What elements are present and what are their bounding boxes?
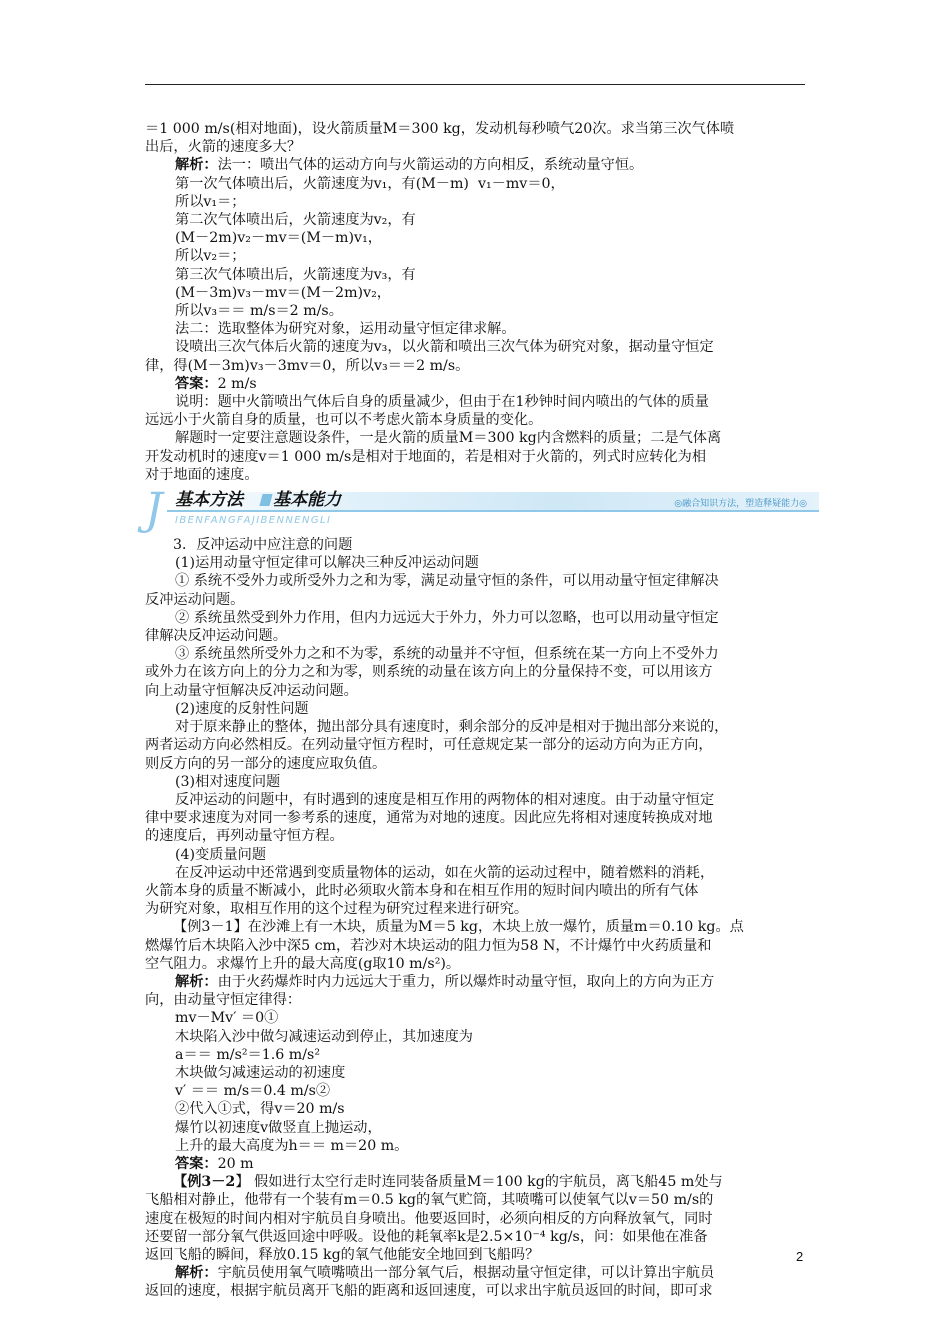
text-line bbox=[145, 320, 813, 338]
line-text: 返回的速度，根据宇航员离开飞船的距离和返回速度，可以求出宇航员返回的时间，即可求 bbox=[145, 1283, 713, 1300]
line-text: 20 m bbox=[217, 1155, 254, 1172]
line-text: 反冲运动问题。 bbox=[145, 591, 245, 608]
text-line bbox=[145, 755, 813, 773]
text-line bbox=[145, 718, 813, 736]
text-line bbox=[145, 1137, 813, 1155]
line-text: 返回飞船的瞬间，释放0.15 kg的氧气他能安全地回到飞船吗？ bbox=[145, 1246, 540, 1263]
text-line bbox=[145, 918, 813, 936]
line-text: 爆竹以初速度v做竖直上抛运动， bbox=[175, 1119, 382, 1136]
line-text: 木块陷入沙中做匀减速运动到停止，其加速度为 bbox=[175, 1028, 473, 1045]
line-text: (3)相对速度问题 bbox=[175, 773, 281, 790]
text-line bbox=[145, 411, 813, 429]
text-line bbox=[145, 1119, 813, 1137]
text-line bbox=[145, 156, 813, 174]
line-text: 设喷出三次气体后火箭的速度为v₃，以火箭和喷出三次气体为研究对象，据动量守恒定 bbox=[175, 339, 714, 356]
line-text: (2)速度的反射性问题 bbox=[175, 700, 309, 717]
line-lead-label: 答案： bbox=[175, 1155, 218, 1172]
line-text: 向，由动量守恒定律得： bbox=[145, 992, 302, 1009]
text-line bbox=[145, 1028, 813, 1046]
line-text: 对于原来静止的整体，抛出部分具有速度时，剩余部分的反冲是相对于抛出部分来说的， bbox=[175, 719, 729, 736]
text-line bbox=[145, 338, 813, 356]
line-text: 向上动量守恒解决反冲运动问题。 bbox=[145, 682, 358, 699]
line-text: 由于火药爆炸时内力远远大于重力，所以爆炸时动量守恒，取向上的方向为正方 bbox=[217, 973, 715, 990]
text-line bbox=[145, 900, 813, 918]
text-line bbox=[145, 229, 813, 247]
line-text: 火箭本身的质量不断减小，此时必须取火箭本身和在相互作用的短时间内喷出的所有气体 bbox=[145, 882, 699, 899]
line-lead-label: 解析： bbox=[175, 157, 218, 174]
text-line bbox=[145, 645, 813, 663]
text-line bbox=[145, 284, 813, 302]
line-text: 飞船相对静止，他带有一个装有m＝0.5 kg的氧气贮筒，其喷嘴可以使氧气以v＝50 m/s的 bbox=[145, 1192, 714, 1209]
line-text: 2 m/s bbox=[217, 375, 257, 392]
line-text: 木块做匀减速运动的初速度 bbox=[175, 1064, 346, 1081]
line-text: 律解决反冲运动问题。 bbox=[145, 628, 287, 645]
line-text: ＝1 000 m/s(相对地面)，设火箭质量M＝300 kg，发动机每秒喷气20次。求当第三次气体喷 bbox=[145, 121, 735, 137]
line-text: 律中要求速度为对同一参考系的速度，通常为对地的速度。因此应先将相对速度转换成对地 bbox=[145, 810, 713, 827]
line-text: 出后，火箭的速度多大？ bbox=[145, 139, 302, 156]
line-text: 对于地面的速度。 bbox=[145, 466, 259, 483]
document-body bbox=[145, 120, 813, 1301]
banner-note: ◎融合知识方法，塑造释疑能力◎ bbox=[674, 499, 807, 510]
text-line bbox=[145, 357, 813, 375]
line-text: (4)变质量问题 bbox=[175, 846, 267, 863]
text-line bbox=[145, 448, 813, 466]
text-line bbox=[145, 1282, 813, 1300]
text-line bbox=[145, 1246, 813, 1264]
line-text: a＝＝ m/s²＝1.6 m/s² bbox=[175, 1046, 321, 1063]
line-text: 的速度后，再列动量守恒方程。 bbox=[145, 828, 344, 845]
line-text: 法二：选取整体为研究对象，运用动量守恒定律求解。 bbox=[175, 321, 516, 338]
line-text: 在反冲运动中还常遇到变质量物体的运动，如在火箭的运动过程中，随着燃料的消耗， bbox=[175, 864, 715, 881]
line-text: 所以v₂＝； bbox=[175, 248, 246, 265]
line-text: 则反方向的另一部分的速度应取负值。 bbox=[145, 755, 387, 772]
text-line bbox=[145, 627, 813, 645]
text-line bbox=[145, 247, 813, 265]
text-line bbox=[145, 1228, 813, 1246]
text-line bbox=[145, 864, 813, 882]
text-line bbox=[145, 302, 813, 320]
line-text: 第一次气体喷出后，火箭速度为v₁，有(M－m) v₁－mv＝0， bbox=[175, 175, 565, 192]
text-line bbox=[145, 120, 813, 138]
line-text: 所以v₃＝＝ m/s＝2 m/s。 bbox=[175, 303, 343, 320]
banner-title-left: 基本方法 bbox=[175, 490, 243, 511]
section-banner bbox=[145, 484, 813, 536]
line-text: 还要留一部分氧气供返回途中呼吸。设他的耗氧率k是2.5×10⁻⁴ kg/s，问：如果他在准备 bbox=[145, 1228, 708, 1245]
text-line bbox=[145, 955, 813, 973]
line-text: 3．反冲运动中应注意的问题 bbox=[173, 537, 353, 554]
text-line bbox=[145, 791, 813, 809]
text-line bbox=[145, 554, 813, 572]
text-line bbox=[145, 663, 813, 681]
text-line bbox=[145, 1064, 813, 1082]
line-text: 第二次气体喷出后，火箭速度为v₂，有 bbox=[175, 212, 416, 229]
text-line bbox=[145, 1009, 813, 1027]
text-line bbox=[145, 827, 813, 845]
text-line bbox=[145, 1210, 813, 1228]
line-text: 为研究对象，取相互作用的这个过程为研究过程来进行研究。 bbox=[145, 901, 529, 918]
text-line bbox=[145, 809, 813, 827]
line-text: 法一：喷出气体的运动方向与火箭运动的方向相反，系统动量守恒。 bbox=[217, 157, 644, 174]
line-lead-label: 解析： bbox=[175, 973, 218, 990]
banner-title-right: 基本能力 bbox=[273, 490, 341, 511]
line-text: ②代入①式，得v＝20 m/s bbox=[175, 1101, 345, 1118]
text-line bbox=[145, 1155, 813, 1173]
text-line bbox=[145, 572, 813, 590]
line-text: (M－2m)v₂－mv＝(M－m)v₁， bbox=[175, 230, 382, 247]
text-line bbox=[145, 266, 813, 284]
line-lead-label: 答案： bbox=[175, 375, 218, 392]
text-line bbox=[145, 1046, 813, 1064]
line-text: 解题时一定要注意题设条件，一是火箭的质量M＝300 kg内含燃料的质量；二是气体离 bbox=[175, 430, 722, 447]
text-line bbox=[145, 193, 813, 211]
line-text: 两者运动方向必然相反。在列动量守恒方程时，可任意规定某一部分的运动方向为正方向， bbox=[145, 737, 713, 754]
line-text: 】 假如进行太空行走时连同装备质量M＝100 kg的宇航员，离飞船45 m处与 bbox=[235, 1174, 723, 1191]
text-line bbox=[145, 536, 813, 554]
text-line bbox=[145, 882, 813, 900]
line-text: ② 系统虽然受到外力作用，但内力远远大于外力，外力可以忽略，也可以用动量守恒定 bbox=[175, 609, 719, 626]
line-text: ③ 系统虽然所受外力之和不为零，系统的动量并不守恒，但系统在某一方向上不受外力 bbox=[175, 646, 719, 663]
text-line bbox=[145, 1173, 813, 1191]
line-text: 说明：题中火箭喷出气体后自身的质量减少，但由于在1秒钟时间内喷出的气体的质量 bbox=[175, 394, 709, 411]
text-line bbox=[145, 937, 813, 955]
line-lead-label: 【例3－2 bbox=[173, 1174, 236, 1191]
line-text: (1)运用动量守恒定律可以解决三种反冲运动问题 bbox=[175, 555, 479, 572]
text-line bbox=[145, 991, 813, 1009]
text-line bbox=[145, 1082, 813, 1100]
line-text: 或外力在该方向上的分力之和为零，则系统的动量在该方向上的分量保持不变，可以用该方 bbox=[145, 664, 713, 681]
line-lead-label: 解析： bbox=[175, 1265, 218, 1282]
text-line bbox=[145, 466, 813, 484]
line-text: 所以v₁＝； bbox=[175, 193, 246, 210]
text-line bbox=[145, 138, 813, 156]
line-text: 速度在极短的时间内相对宇航员自身喷出。他要返回时，必须向相反的方向释放氧气，同时 bbox=[145, 1210, 713, 1227]
line-text: ① 系统不受外力或所受外力之和为零，满足动量守恒的条件，可以用动量守恒定律解决 bbox=[175, 573, 719, 590]
line-text: 空气阻力。求爆竹上升的最大高度(g取10 m/s²)。 bbox=[145, 955, 461, 972]
text-line bbox=[145, 175, 813, 193]
line-text: (M－3m)v₃－mv＝(M－2m)v₂， bbox=[175, 284, 391, 301]
text-line bbox=[145, 773, 813, 791]
banner-logo-glyph: J bbox=[145, 484, 163, 536]
text-line bbox=[145, 375, 813, 393]
text-line bbox=[145, 682, 813, 700]
text-line bbox=[145, 736, 813, 754]
line-text: 上升的最大高度为h＝＝ m＝20 m。 bbox=[175, 1137, 409, 1154]
line-text: mv－Mv′ ＝0① bbox=[175, 1010, 279, 1027]
line-text: 第三次气体喷出后，火箭速度为v₃，有 bbox=[175, 266, 416, 283]
text-line bbox=[145, 591, 813, 609]
text-line bbox=[145, 1100, 813, 1118]
text-line bbox=[145, 211, 813, 229]
text-line bbox=[145, 700, 813, 718]
line-text: 远远小于火箭自身的质量，也可以不考虑火箭本身质量的变化。 bbox=[145, 412, 543, 429]
text-line bbox=[145, 1191, 813, 1209]
text-line bbox=[145, 973, 813, 991]
page-number: 2 bbox=[796, 1249, 804, 1264]
header-rule bbox=[145, 84, 805, 85]
line-text: 开发动机时的速度v＝1 000 m/s是相对于地面的，若是相对于火箭的，列式时应转化为相 bbox=[145, 448, 707, 465]
line-text: 燃爆竹后木块陷入沙中深5 cm，若沙对木块运动的阻力恒为58 N，不计爆竹中火药质量和 bbox=[145, 937, 712, 954]
banner-subtitle: IBENFANGFAJIBENNENGLI bbox=[175, 515, 332, 527]
line-text: 反冲运动的问题中，有时遇到的速度是相互作用的两物体的相对速度。由于动量守恒定 bbox=[175, 791, 715, 808]
text-line bbox=[145, 429, 813, 447]
line-text: 宇航员使用氧气喷嘴喷出一部分氧气后，根据动量守恒定律，可以计算出宇航员 bbox=[217, 1265, 715, 1282]
text-line bbox=[145, 846, 813, 864]
line-text: v′ ＝＝ m/s＝0.4 m/s② bbox=[175, 1083, 331, 1100]
line-text: 律，得(M－3m)v₃－3mv＝0，所以v₃＝＝2 m/s。 bbox=[145, 357, 470, 374]
text-line bbox=[145, 1264, 813, 1282]
text-line bbox=[145, 609, 813, 627]
line-text: 【例3－1】在沙滩上有一木块，质量为M＝5 kg，木块上放一爆竹，质量m＝0.10 kg。点 bbox=[173, 919, 744, 936]
text-line bbox=[145, 393, 813, 411]
